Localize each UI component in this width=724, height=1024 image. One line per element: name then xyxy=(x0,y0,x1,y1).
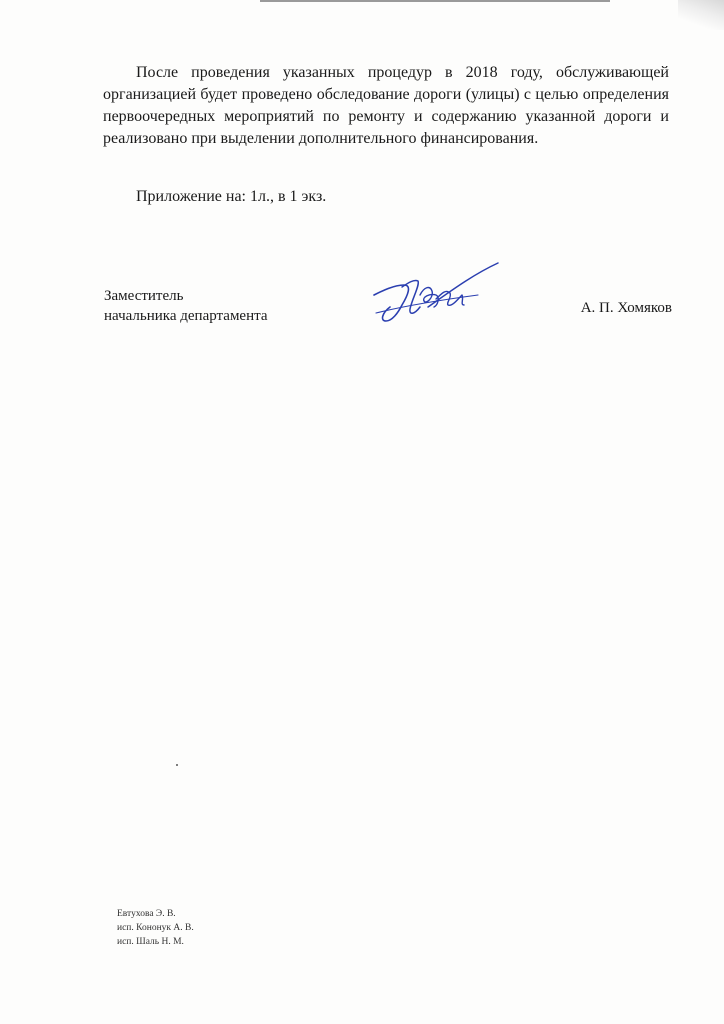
executor-line: исп. Шаль Н. М. xyxy=(117,937,184,947)
signer-position-line-2: начальника департамента xyxy=(104,308,268,324)
body-paragraph: После проведения указанных процедур в 2018 году, обслуживающей организацией будет проведено обследование дороги (улицы) с целью определения первоочередных мероприятий по ремонту и содержанию указанной дороги и реализовано при выделении дополнительного финансирования. xyxy=(103,64,669,147)
executor-line: Евтухова Э. В. xyxy=(117,909,176,919)
signer-name: А. П. Хомяков xyxy=(580,300,672,316)
handwritten-signature xyxy=(368,255,508,327)
scan-speck xyxy=(176,764,178,766)
signer-position-line-1: Заместитель xyxy=(104,288,184,304)
appendix-line: Приложение на: 1л., в 1 экз. xyxy=(136,188,327,205)
executors-list xyxy=(117,907,194,949)
executor-line: исп. Кононук А. В. xyxy=(117,923,194,933)
scan-edge xyxy=(260,0,610,2)
page-corner-fold xyxy=(678,0,724,30)
signer-position xyxy=(104,286,268,326)
